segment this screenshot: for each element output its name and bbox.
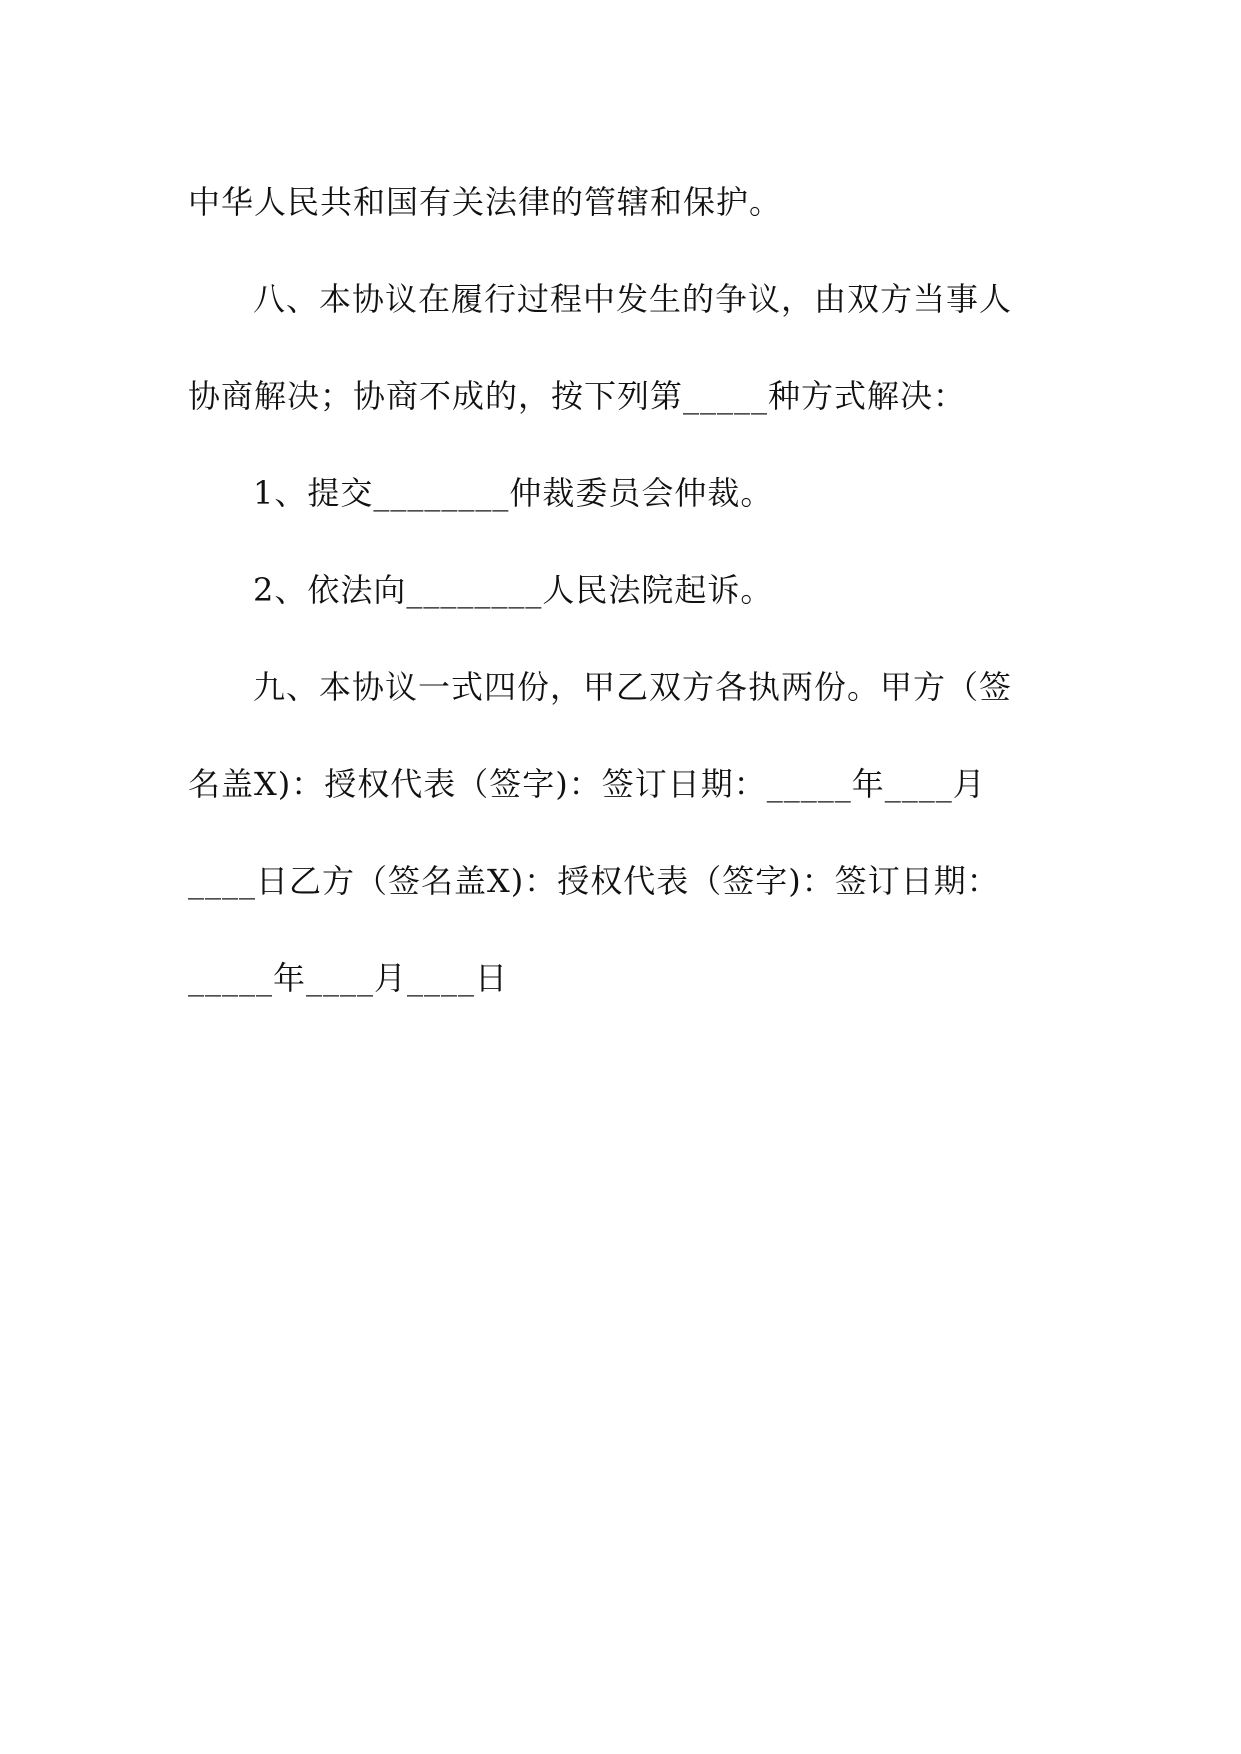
text-line-1: 中华人民共和国有关法律的管辖和保护。 [188,183,783,221]
option-1-line: 1、提交________仲裁委员会仲裁。 [253,474,774,512]
clause-8-line-1: 八、本协议在履行过程中发生的争议，由双方当事人 [253,280,1013,318]
clause-9-line-3: ____日乙方（签名盖X)：授权代表（签字)：签订日期： [188,862,1000,900]
clause-9-line-1: 九、本协议一式四份，甲乙双方各执两份。甲方（签 [253,668,1013,706]
clause-9-line-4: _____年____月____日 [188,959,509,997]
clause-8-line-2: 协商解决；协商不成的，按下列第_____种方式解决： [188,377,967,415]
clause-9-line-2: 名盖X)：授权代表（签字)：签订日期：_____年____月 [188,765,986,803]
option-2-line: 2、依法向________人民法院起诉。 [253,571,774,609]
